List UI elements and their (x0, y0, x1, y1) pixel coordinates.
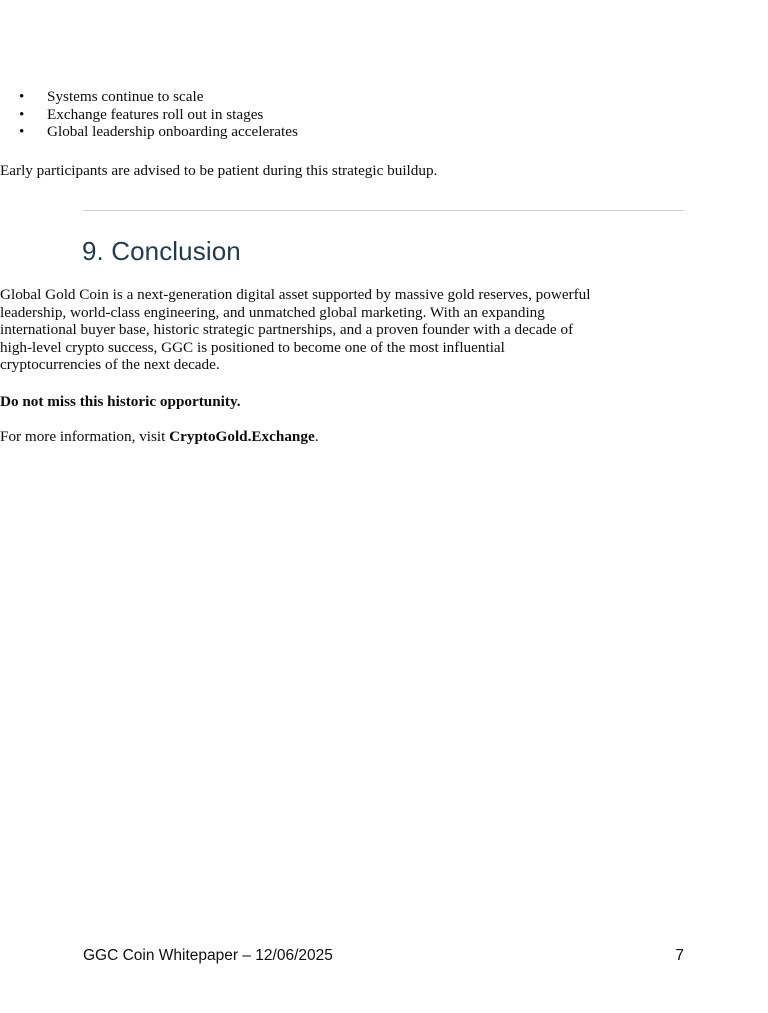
footer-title: GGC Coin Whitepaper – 12/06/2025 (83, 947, 333, 964)
page-footer (83, 946, 684, 966)
list-item-label: Global leadership onboarding accelerates (47, 123, 298, 141)
call-to-action-text: Do not miss this historic opportunity. (0, 393, 241, 410)
footer-page-number: 7 (675, 947, 684, 964)
list-item-label: Exchange features roll out in stages (47, 105, 264, 123)
bullet-icon: • (19, 105, 25, 123)
patient-note-paragraph: Early participants are advised to be patient during this strategic buildup. (0, 162, 438, 179)
section-divider (83, 210, 684, 211)
list-item-label: Systems continue to scale (47, 88, 204, 105)
list-item (0, 123, 601, 141)
cryptogold-exchange-link[interactable]: CryptoGold.Exchange (169, 428, 315, 445)
list-item (0, 106, 601, 124)
visit-prefix-label: For more information, visit (0, 428, 170, 445)
visit-suffix-label: . (314, 428, 319, 445)
page-title: 9. Conclusion (82, 236, 241, 266)
bullet-icon: • (19, 88, 25, 105)
conclusion-paragraph: Global Gold Coin is a next-generation digital asset supported by massive gold reserves, powerful leadership, world-class engineering, and unmatched global marketing. With an expanding international buyer base, historic strategic partnerships, and a proven founder with a decade of high-level crypto success, GGC is positioned to become one of the most influential cryptocurrencies of the next decade. (0, 286, 591, 374)
list-item (0, 88, 601, 106)
bullet-icon: • (19, 123, 25, 141)
bullet-list (0, 88, 601, 141)
visit-paragraph (0, 428, 601, 446)
